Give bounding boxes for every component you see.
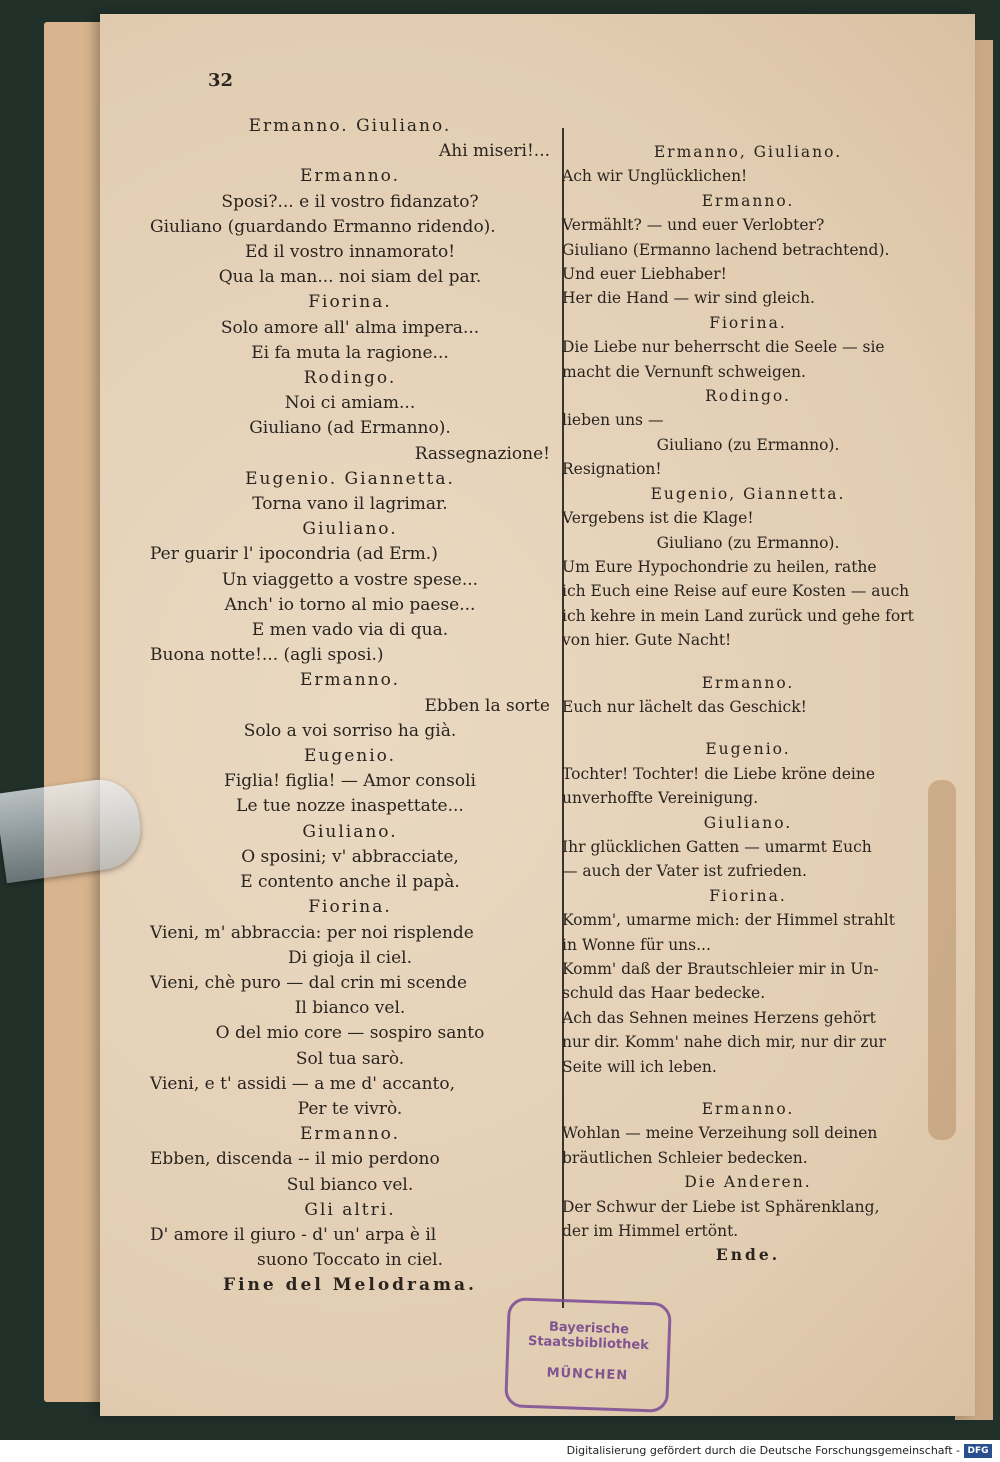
german-text-line: Fiorina. <box>709 886 787 905</box>
italian-text-line: Eugenio. Giannetta. <box>245 468 455 489</box>
german-text-line: Ermanno. <box>701 191 795 210</box>
italian-text-line: Giuliano. <box>302 519 398 540</box>
italian-text-line: E contento anche il papà. <box>240 872 460 893</box>
italian-text-line: Di gioja il ciel. <box>288 947 412 968</box>
german-text-line: Wohlan — meine Verzeihung soll deinen <box>562 1124 878 1143</box>
italian-text-line: Gli altri. <box>304 1199 396 1220</box>
german-text-line: Giuliano (zu Ermanno). <box>656 533 840 552</box>
italian-text-line: Ed il vostro innamorato! <box>244 242 456 263</box>
german-text-line: ich kehre in mein Land zurück und gehe fort <box>562 606 914 625</box>
italian-text-line: O sposini; v' abbracciate, <box>241 846 459 867</box>
german-text-line: Die Anderen. <box>684 1173 812 1192</box>
italian-text-line: O del mio core — sospiro santo <box>215 1023 485 1044</box>
italian-text-line: D' amore il giuro - d' un' arpa è il <box>150 1224 437 1245</box>
german-text-line: nur dir. Komm' nahe dich mir, nur dir zur <box>562 1033 886 1052</box>
page-number: 32 <box>208 70 234 91</box>
german-text-line: ich Euch eine Reise auf eure Kosten — auch <box>562 582 910 601</box>
german-text-line: lieben uns — <box>562 411 664 430</box>
italian-text-line: Qua la man... noi siam del par. <box>218 267 482 288</box>
italian-text-line: Vieni, m' abbraccia: per noi risplende <box>150 922 474 943</box>
german-text-line: Tochter! Tochter! die Liebe kröne deine <box>562 764 876 783</box>
italian-text-line: Solo amore all' alma impera... <box>220 317 480 338</box>
italian-text-line: Fine del Melodrama. <box>223 1275 477 1296</box>
italian-text-line: Ei fa muta la ragione... <box>251 342 449 363</box>
german-text-line: Ach wir Unglücklichen! <box>562 167 748 186</box>
german-text-line: Und euer Liebhaber! <box>562 265 727 284</box>
german-text-line: Ende. <box>715 1245 781 1265</box>
footer-credit: Digitalisierung gefördert durch die Deutsche Forschungsgemeinschaft - <box>566 1444 960 1457</box>
italian-text-line: Figlia! figlia! — Amor consoli <box>224 771 476 792</box>
italian-text-line: Sposi?... e il vostro fidanzato? <box>221 191 479 212</box>
german-text-line: Vergebens ist die Klage! <box>562 509 754 528</box>
german-text-line: Resignation! <box>562 460 662 479</box>
library-stamp <box>504 1297 672 1413</box>
german-text-line: Seite will ich leben. <box>562 1057 717 1076</box>
italian-text-line: Buona notte!... (agli sposi.) <box>150 645 384 666</box>
italian-text-line: Anch' io torno al mio paese... <box>224 594 476 615</box>
italian-text-line: Rassegnazione! <box>414 443 550 464</box>
german-text-line: Komm' daß der Brautschleier mir in Un- <box>562 960 879 978</box>
german-text-line: Her die Hand — wir sind gleich. <box>562 289 815 308</box>
italian-text-line: Vieni, chè puro — dal crin mi scende <box>150 972 468 993</box>
italian-text-line: Sul bianco vel. <box>286 1174 414 1195</box>
german-text-line: Der Schwur der Liebe ist Sphärenklang, <box>562 1197 880 1216</box>
german-text-line: von hier. Gute Nacht! <box>562 631 732 650</box>
german-text-line: Ermanno, Giuliano. <box>653 143 843 161</box>
stamp-line-3: MÜNCHEN <box>546 1365 629 1384</box>
italian-column <box>150 114 550 1299</box>
german-text-line <box>562 719 934 737</box>
german-text-line: Eugenio, Giannetta. <box>650 484 846 503</box>
italian-text-line: Per te vivrò. <box>297 1098 403 1119</box>
german-text-line: Giuliano. <box>703 813 793 832</box>
german-text-line: Ermanno. <box>701 1100 795 1119</box>
german-column <box>562 140 934 1268</box>
german-text-line: bräutlichen Schleier bedecken. <box>562 1148 808 1167</box>
italian-text-line: Eugenio. <box>303 746 397 767</box>
german-text-line: schuld das Haar bedecke. <box>562 984 766 1003</box>
german-text-line: Ihr glücklichen Gatten — umarmt Euch <box>562 837 872 856</box>
stamp-line-2: Staatsbibliothek <box>527 1333 650 1354</box>
italian-text-line: E men vado via di qua. <box>251 620 449 641</box>
stamp-line-1: Bayerische <box>548 1319 630 1338</box>
italian-text-line: Giuliano (guardando Ermanno ridendo). <box>150 216 496 237</box>
german-text-line: der im Himmel ertönt. <box>562 1222 739 1241</box>
german-text-line: Um Eure Hypochondrie zu heilen, rathe <box>562 557 877 576</box>
italian-text-line: Sol tua sarò. <box>295 1048 405 1069</box>
italian-text-line: Le tue nozze inaspettate... <box>236 796 464 817</box>
german-text-line: Rodingo. <box>705 387 791 406</box>
italian-text-line: Il bianco vel. <box>294 998 406 1019</box>
italian-text-line: Ahi miseri!... <box>438 141 550 162</box>
italian-text-line: Torna vano il lagrimar. <box>252 494 448 515</box>
italian-text-line: Vieni, e t' assidi — a me d' accanto, <box>150 1073 456 1094</box>
italian-text-line: Ermanno. <box>299 670 401 691</box>
italian-text-line: Fiorina. <box>308 897 392 918</box>
dfg-logo: DFG <box>964 1444 992 1458</box>
italian-text-line: Rodingo. <box>303 368 397 389</box>
german-text-line: in Wonne für uns... <box>562 935 711 954</box>
german-text-line: Ach das Sehnen meines Herzens gehört <box>562 1008 876 1027</box>
italian-text-line: Ermanno. <box>299 1124 401 1145</box>
italian-text-line: Ebben la sorte <box>424 695 550 716</box>
german-text-line: Vermählt? — und euer Verlobter? <box>562 216 825 235</box>
german-text-line: Eugenio. <box>705 740 791 759</box>
italian-text-line: Ermanno. <box>299 166 401 187</box>
german-text-line <box>562 1079 934 1097</box>
italian-text-line: Noi ci amiam... <box>284 393 416 414</box>
german-text-line: Giuliano (Ermanno lachend betrachtend). <box>562 240 890 259</box>
german-text-line: — auch der Vater ist zufrieden. <box>562 862 807 881</box>
italian-text-line: Ermanno. Giuliano. <box>248 116 452 136</box>
italian-text-line: suono Toccato in ciel. <box>256 1250 444 1271</box>
german-text-line: unverhoffte Vereinigung. <box>562 789 759 808</box>
german-text-line: Die Liebe nur beherrscht die Seele — sie <box>562 338 885 357</box>
italian-text-line: Fiorina. <box>308 292 392 313</box>
german-text-line: Ermanno. <box>701 673 795 692</box>
italian-text-line: Per guarir l' ipocondria (ad Erm.) <box>150 544 438 565</box>
german-text-line: Fiorina. <box>709 313 787 332</box>
italian-text-line: Un viaggetto a vostre spese... <box>221 569 479 590</box>
italian-text-line: Giuliano. <box>302 821 398 842</box>
german-text-line <box>562 653 934 671</box>
german-text-line: Giuliano (zu Ermanno). <box>656 435 840 454</box>
german-text-line: macht die Vernunft schweigen. <box>562 362 806 381</box>
german-text-line: Euch nur lächelt das Geschick! <box>562 697 807 716</box>
german-text-line: Komm', umarme mich: der Himmel strahlt <box>562 911 895 930</box>
italian-text-line: Ebben, discenda -- il mio perdono <box>150 1149 440 1170</box>
italian-text-line: Solo a voi sorriso ha già. <box>243 720 457 741</box>
italian-text-line: Giuliano (ad Ermanno). <box>249 418 451 439</box>
